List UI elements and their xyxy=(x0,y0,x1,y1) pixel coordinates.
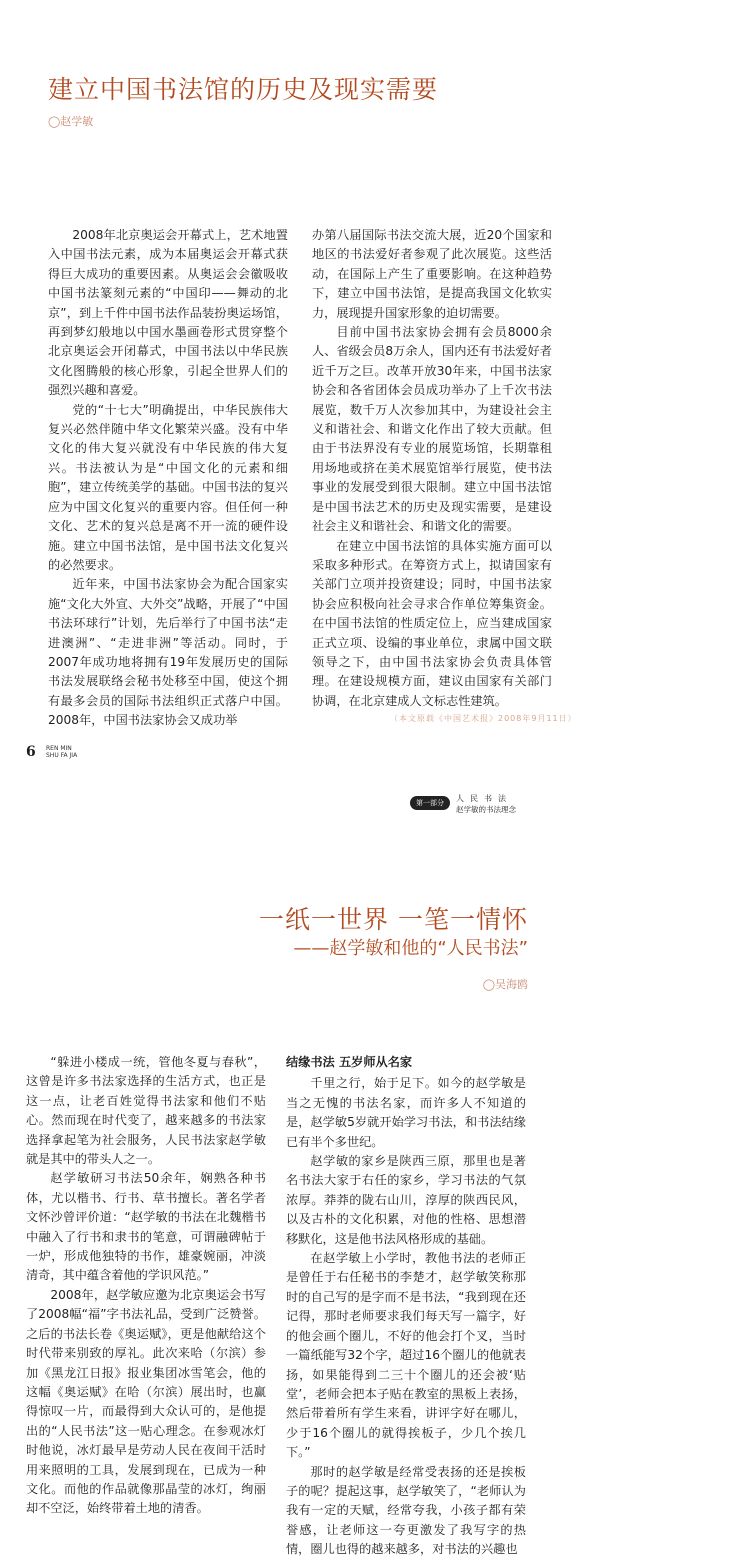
page-mark-line1: REN MIN xyxy=(46,745,72,752)
article2-right-column xyxy=(286,1053,526,1560)
paragraph: 在建立中国书法馆的具体实施方面可以采取多种形式。在筹资方式上，拟请国家有关部门立项并投资建设；同时，中国书法家协会应积极向社会寻求合作单位筹集资金。在中国书法馆的性质定位上，应当建成国家正式立项、设编的事业单位，隶属中国文联领导之下，由中国书法家协会负责具体管理。在建设规模方面，建议由国家有关部门协调，在北京建成人文标志性建筑。 xyxy=(312,538,552,708)
page-mark-line2: SHU FA JIA xyxy=(46,752,78,759)
paragraph: 近年来，中国书法家协会为配合国家实施“文化大外宣、大外交”战略，开展了“中国书法环球行”计划，先后举行了中国书法“走进澳洲”、“走进非洲”等活动。同时，于2007年成功地将拥有19年发展历史的国际书法发展联络会秘书处移至中国，使这个拥有最多会员的国际书法组织正式落户中国。2008年，中国书法家协会又成功举 xyxy=(48,577,288,728)
paragraph: 千里之行，始于足下。如今的赵学敏是当之无愧的书法名家，而许多人不知道的是，赵学敏5岁就开始学习书法，和书法结缘已有半个多世纪。 xyxy=(286,1076,526,1149)
paragraph: 赵学敏研习书法50余年，娴熟各种书体，尤以楷书、行书、草书擅长。著名学者文怀沙曾评价道：“赵学敏的书法在北魏楷书中融入了行书和隶书的笔意，可谓融碑帖于一炉，形成他独特的书作，雄豪婉丽，冲淡清奇，其中蕴含着他的学识风范。” xyxy=(26,1171,266,1283)
section-header-subtitle: 赵学敏的书法理念 xyxy=(456,805,516,814)
source-note: （本文原载《中国艺术报》2008年9月11日） xyxy=(390,714,577,723)
article-right-column xyxy=(312,226,552,711)
article2-left-column xyxy=(26,1053,266,1519)
article2-title: 一纸一世界 一笔一情怀 xyxy=(259,905,528,934)
paragraph: “躲进小楼成一统，管他冬夏与春秋”，这曾是许多书法家选择的生活方式，也正是这一点，让老百姓觉得书法家和他们不贴心。然而现在时代变了，越来越多的书法家选择拿起笔为社会服务，人民书法家赵学敏就是其中的带头人之一。 xyxy=(26,1055,266,1167)
paragraph: 办第八届国际书法交流大展，近20个国家和地区的书法爱好者参观了此次展览。这些活动，在国际上产生了重要影响。在这种趋势下，建立中国书法馆，是提高我国文化软实力，展现提升国家形象的迫切需要。 xyxy=(312,228,552,320)
paragraph: 2008年北京奥运会开幕式上，艺术地置入中国书法元素，成为本届奥运会开幕式获得巨大成功的重要因素。从奥运会会徽吸收中国书法篆刻元素的“中国印——舞动的北京”，到上千件中国书法作品装扮奥运场馆，再到梦幻般地以中国水墨画卷形式贯穿整个北京奥运会开闭幕式，中国书法以中华民族文化图腾般的核心形象，引起全世界人们的强烈兴趣和喜爱。 xyxy=(48,228,288,398)
paragraph: 在赵学敏上小学时，教他书法的老师正是曾任于右任秘书的李楚才，赵学敏笑称那时的自己写的是字而不是书法，“我到现在还记得，那时老师要求我们每天写一篇字，好的他会画个圈儿，不好的他会打个叉，当时一篇纸能写32个字，超过16个圈儿的他就表扬，如果能得到二三十个圈儿的还会被‘贴堂’，老师会把本子贴在教室的黑板上表扬，然后带着所有学生来看，讲评字好在哪儿，少于16个圈儿的就得挨板子，少几个挨几下。” xyxy=(286,1251,526,1460)
paragraph: 2008年，赵学敏应邀为北京奥运会书写了2008幅“福”字书法礼品，受到广泛赞誉。之后的书法长卷《奥运赋》，更是他献给这个时代带来别致的厚礼。此次来哈（尔滨）参加《黑龙江日报》报业集团冰雪笔会，他的这幅《奥运赋》在哈（尔滨）展出时，也赢得惊叹一片，而最得到大众认可的，是他提出的“人民书法”这一贴心理念。在参观冰灯时他说，冰灯最早是劳动人民在夜间干活时用来照明的工具，发展到现在，已成为一种文化。而他的作品就像那晶莹的冰灯，绚丽却不空泛，始终带着土地的清香。 xyxy=(26,1287,266,1516)
article-left-column xyxy=(48,226,288,731)
section-badge: 第一部分 xyxy=(410,796,450,810)
article-title: 建立中国书法馆的历史及现实需要 xyxy=(48,75,439,104)
article2-subtitle: ——赵学敏和他的“人民书法” xyxy=(293,938,528,959)
paragraph: 目前中国书法家协会拥有会员8000余人、省级会员8万余人，国内还有书法爱好者近千万之巨。改革开放30年来，中国书法家协会和各省团体会员成功举办了上千次书法展览，数千万人次参加其中，为建设社会主义和谐社会、和谐文化作出了较大贡献。但由于书法界没有专业的展览场馆，长期靠租用场地或挤在美术展览馆举行展览，使书法事业的发展受到很大限制。建立中国书法馆是中国书法艺术的历史及现实需要，是建设社会主义和谐社会、和谐文化的需要。 xyxy=(312,325,552,534)
article2-section-heading: 结缘书法 五岁师从名家 xyxy=(286,1055,413,1069)
paragraph: 那时的赵学敏是经常受表扬的还是挨板子的呢？提起这事，赵学敏笑了，“老师认为我有一定的天赋，经常夸我，小孩子都有荣誉感，让老师这一夸更激发了我写字的热情，圈儿也得的越来越多，对书法的兴趣也 xyxy=(286,1464,526,1557)
page-mark xyxy=(46,745,77,759)
article-author: ◯赵学敏 xyxy=(48,115,94,128)
page-number: 6 xyxy=(26,744,36,760)
paragraph: 党的“十七大”明确提出，中华民族伟大复兴必然伴随中华文化繁荣兴盛。没有中华文化的伟大复兴就没有中华民族的伟大复兴。书法被认为是“中国文化的元素和细胞”，建立传统美学的基础。中国书法的复兴应为中国文化复兴的重要内容。但任何一种文化、艺术的复兴总是离不开一流的硬件设施。建立中国书法馆，是中国书法文化复兴的必然要求。 xyxy=(48,402,288,572)
paragraph: 赵学敏的家乡是陕西三原，那里也是著名书法大家于右任的家乡，学习书法的气氛浓厚。莽莽的陇右山川，淳厚的陕西民风，以及古朴的文化积累，对他的性格、思想潜移默化，这是他书法风格形成的基础。 xyxy=(286,1154,526,1246)
section-header-title: 人民书法 xyxy=(456,794,512,803)
article2-author: ◯吴海鸥 xyxy=(482,978,528,991)
